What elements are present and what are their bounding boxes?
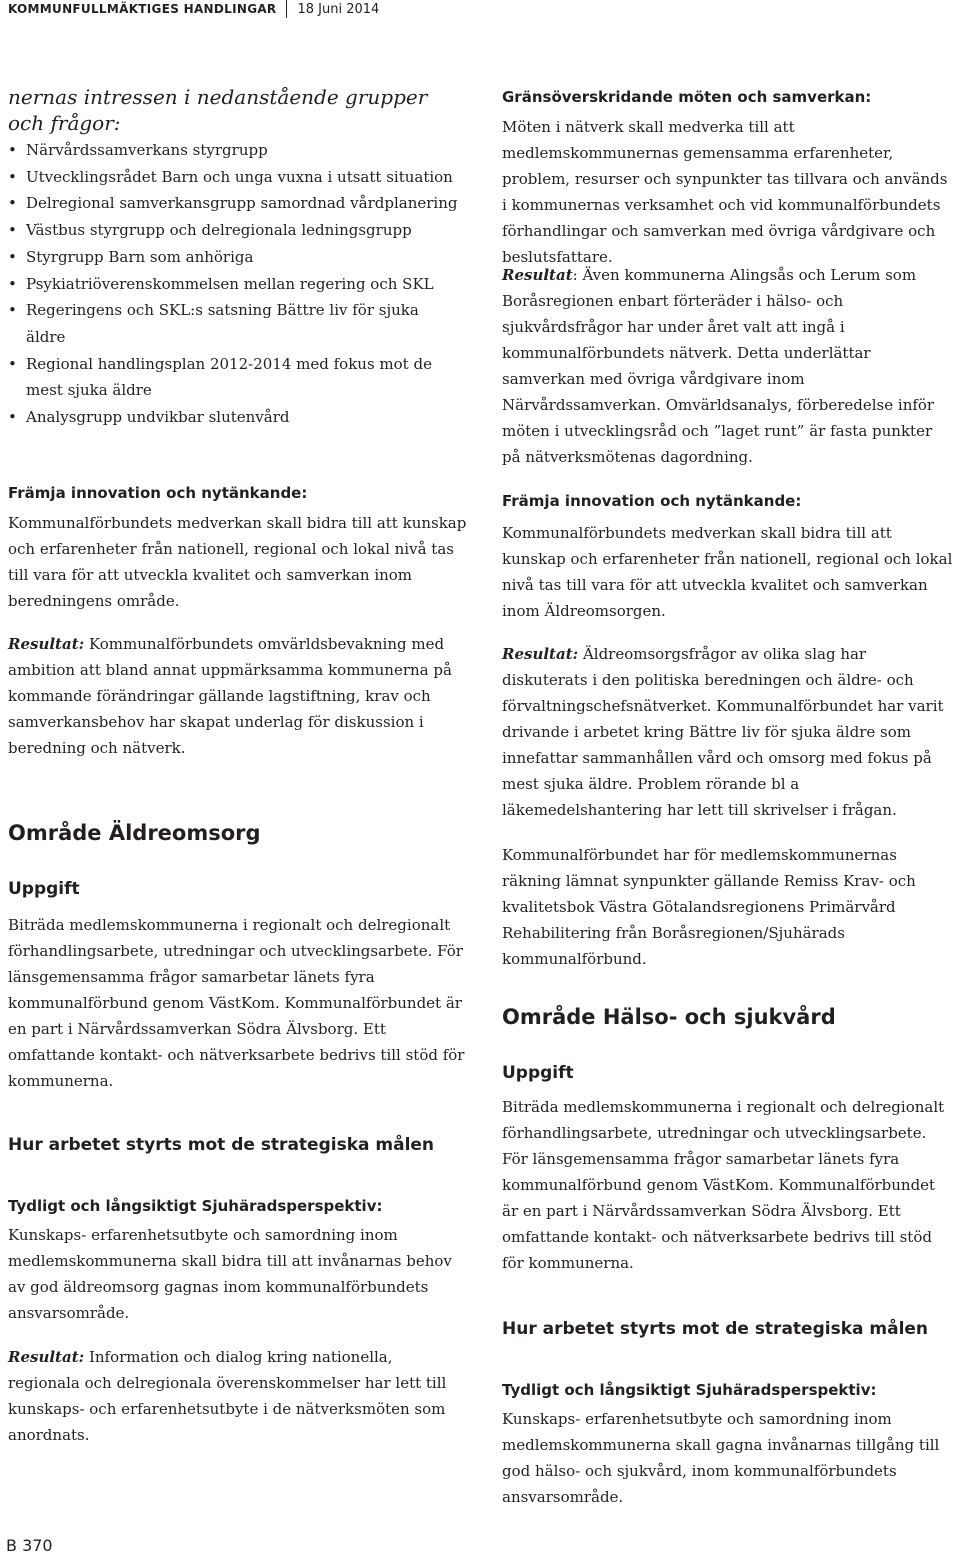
result-text: Äldreomsorgsfrågor av olika slag har diskuterats i den politiska beredningen och äldre- och förvaltningschefsnätverket. Kommunalförbundet har varit drivande i arbetet kring Bättre liv för sjuka äldre som innefattar sammanhållen vård och omsorg med fokus på mest sjuka äldre. Problem rörande bl a läkemedelshantering har lett till skrivelser i frågan. bbox=[502, 645, 944, 819]
innovation-result bbox=[502, 641, 954, 823]
header-divider bbox=[286, 0, 287, 18]
innovation-text: Kommunalförbundets medverkan skall bidra till att kunskap och erfarenheter från nationell, regional och lokal nivå tas till vara för att utveckla kvalitet och samverkan inom beredningens område. bbox=[8, 514, 467, 610]
result-text: Kommunalförbundets omvärldsbevakning med ambition att bland annat uppmärksamma kommunerna på kommande förändringar gällande lagstiftning, krav och samverkansbehov har skapat underlag för diskussion i beredning och nätverk. bbox=[8, 635, 452, 757]
list-item: • Regeringens och SKL:s satsning Bättre liv för sjuka äldre bbox=[8, 297, 426, 350]
list-item: • Styrgrupp Barn som anhöriga bbox=[8, 244, 468, 271]
section-title-halso-sjukvard: Område Hälso- och sjukvård bbox=[502, 1005, 836, 1029]
result-text: : Även kommunerna Alingsås och Lerum som Boråsregionen enbart förteräder i hälso- och sjukvårdsfrågor har under året valt att ingå i kommunalförbundets nätverk. Detta underlättar samverkan med övriga vårdgivare inom Närvårdssamverkan. Omvärldsanalys, förberedelse inför möten i utvecklingsråd och ”laget runt” är fasta punkter på nätverksmötenas dagordning. bbox=[502, 266, 935, 466]
innovation-heading: Främja innovation och nytänkande: bbox=[8, 484, 308, 502]
uppgift-text: Biträda medlemskommunerna i regionalt och delregionalt förhandlingsarbete, utredningar och utvecklingsarbete. För länsgemensamma frågor samarbetar länets fyra kommunalförbund genom VästKom. Kommunalförbundet är en part i Närvårdssamverkan Södra Älvsborg. Ett omfattande kontakt- och nätverksarbete bedrivs till stöd för kommunerna. bbox=[8, 916, 465, 1090]
list-item: • Västbus styrgrupp och delregionala ledningsgrupp bbox=[8, 217, 468, 244]
result-label: Resultat: bbox=[8, 635, 85, 653]
list-item: • Analysgrupp undvikbar slutenvård bbox=[8, 404, 468, 431]
perspective-text: Kunskaps- erfarenhetsutbyte och samordning inom medlemskommunerna skall bidra till att invånarnas behov av god äldreomsorg gagnas inom kommunalförbundets ansvarsområde. bbox=[8, 1226, 452, 1322]
uppgift-heading: Uppgift bbox=[8, 879, 80, 899]
border-heading: Gränsöverskridande möten och samverkan: bbox=[502, 88, 872, 106]
uppgift-heading: Uppgift bbox=[502, 1063, 574, 1083]
result-label: Resultat: bbox=[8, 1348, 85, 1366]
list-item: • Psykiatriöverenskommelsen mellan regering och SKL bbox=[8, 271, 468, 298]
result-text: Information och dialog kring nationella, regionala och delregionala överenskommelser har lett till kunskaps- och erfarenhetsutbyte i de nätverksmöten som anordnats. bbox=[8, 1348, 447, 1444]
perspective-text: Kunskaps- erfarenhetsutbyte och samordning inom medlemskommunerna skall gagna invånarnas tillgång till god hälso- och sjukvård, inom kommunalförbundets ansvarsområde. bbox=[502, 1410, 940, 1506]
list-item: • Delregional samverkansgrupp samordnad vårdplanering bbox=[8, 190, 468, 217]
page-header bbox=[8, 0, 379, 18]
perspective-heading: Tydligt och långsiktigt Sjuhäradsperspektiv: bbox=[8, 1197, 383, 1215]
intro-text: nernas intressen i nedanstående grupper och frågor: bbox=[8, 85, 428, 135]
publication-title: KOMMUNFULLMÄKTIGES HANDLINGAR bbox=[8, 2, 277, 16]
list-item: • Närvårdssamverkans styrgrupp bbox=[8, 137, 468, 164]
section-title-aldreomsorg: Område Äldreomsorg bbox=[8, 821, 261, 845]
strategic-heading: Hur arbetet styrts mot de strategiska målen bbox=[8, 1135, 435, 1155]
perspective-result bbox=[8, 1344, 468, 1448]
innovation-heading: Främja innovation och nytänkande: bbox=[502, 492, 802, 510]
strategic-heading: Hur arbetet styrts mot de strategiska målen bbox=[502, 1319, 929, 1339]
result-label: Resultat bbox=[502, 266, 573, 284]
perspective-heading: Tydligt och långsiktigt Sjuhäradsperspektiv: bbox=[502, 1381, 877, 1399]
result-label: Resultat: bbox=[502, 645, 579, 663]
extra-text: Kommunalförbundet har för medlemskommunernas räkning lämnat synpunkter gällande Remiss Krav- och kvalitetsbok Västra Götalandsregionens Primärvård Rehabilitering från Boråsregionen/Sjuhärads kommunalförbund. bbox=[502, 846, 916, 968]
border-text: Möten i nätverk skall medverka till att medlemskommunernas gemensamma erfarenheter, problem, resurser och synpunkter tas tillvara och används i kommunernas verksamhet och vid kommunalförbundets förhandlingar och samverkan med övriga vårdgivare och beslutsfattare. bbox=[502, 118, 948, 266]
innovation-text: Kommunalförbundets medverkan skall bidra till att kunskap och erfarenheter från nationell, regional och lokal nivå tas till vara för att utveckla kvalitet och samverkan inom Äldreomsorgen. bbox=[502, 524, 953, 620]
innovation-result bbox=[8, 631, 468, 761]
group-list bbox=[8, 137, 468, 431]
publication-date: 18 Juni 2014 bbox=[297, 1, 380, 17]
list-item: • Utvecklingsrådet Barn och unga vuxna i utsatt situation bbox=[8, 164, 468, 191]
uppgift-text: Biträda medlemskommunerna i regionalt och delregionalt förhandlingsarbete, utredningar och utvecklingsarbete. För länsgemensamma frågor samarbetar länets fyra kommunalförbund genom VästKom. Kommunalförbundet är en part i Närvårdssamverkan Södra Älvsborg. Ett omfattande kontakt- och nätverksarbete bedrivs till stöd för kommunerna. bbox=[502, 1098, 945, 1272]
list-item: • Regional handlingsplan 2012-2014 med fokus mot de mest sjuka äldre bbox=[8, 351, 466, 404]
page-number: B 370 bbox=[6, 1536, 53, 1555]
border-result bbox=[502, 262, 954, 470]
